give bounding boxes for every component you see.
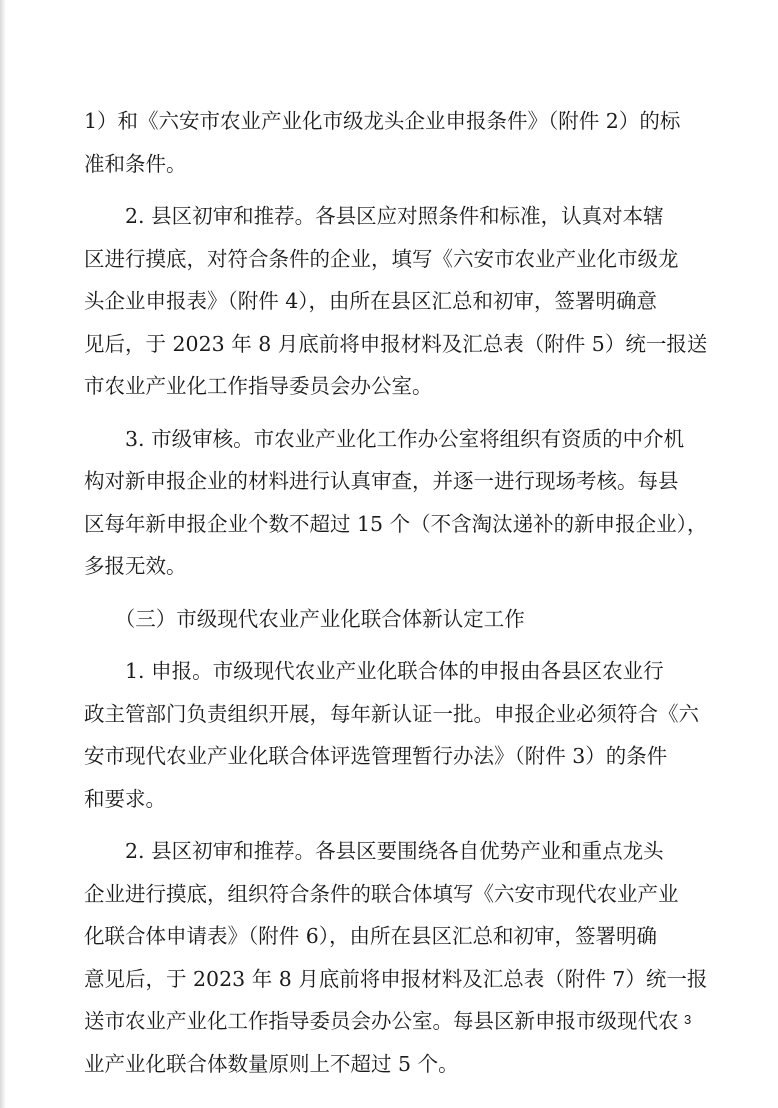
text-line: 送市农业产业化工作指导委员会办公室。每县区新申报市级现代农 [84, 1009, 679, 1033]
section-heading-text: （三）市级现代农业产业化联合体新认定工作 [84, 606, 525, 631]
text-line: 准和条件。 [84, 151, 187, 176]
text-line: 业产业化联合体数量原则上不超过 5 个。 [84, 1051, 459, 1076]
text-line: 构对新申报企业的材料进行认真审查，并逐一进行现场考核。每县 [84, 469, 679, 493]
text-line: 化联合体申请表》（附件 6），由所在县区汇总和初审，签署明确 [84, 924, 658, 948]
text-line: 区进行摸底，对符合条件的企业，填写《六安市农业产业化市级龙 [84, 246, 679, 271]
document-body [84, 100, 708, 1085]
text-line: 意见后，于 2023 年 8 月底前将申报材料及汇总表（附件 7）统一报 [84, 966, 708, 991]
text-line: 市农业产业化工作指导委员会办公室。 [84, 374, 433, 398]
section-heading [84, 598, 696, 641]
text-line: 1. 申报。市级现代农业产业化联合体的申报由各县区农业行 [84, 659, 664, 683]
paragraph-5 [84, 830, 708, 1085]
text-line: 多报无效。 [84, 554, 187, 578]
paragraph-1 [84, 100, 696, 185]
text-line: 2. 县区初审和推荐。各县区应对照条件和标准，认真对本辖 [84, 204, 664, 228]
page-number: 3 [684, 1012, 692, 1027]
text-line: 政主管部门负责组织开展，每年新认证一批。申报企业必须符合《六 [84, 701, 699, 726]
paragraph-3 [84, 418, 708, 588]
text-line: 头企业申报表》（附件 4），由所在县区汇总和初审，签署明确意 [84, 289, 658, 313]
text-line: 1）和《六安市农业产业化市级龙头企业申报条件》（附件 2）的标 [84, 109, 681, 133]
text-line: 见后，于 2023 年 8 月底前将申报材料及汇总表（附件 5）统一报送 [84, 331, 708, 356]
text-line: 3. 市级审核。市农业产业化工作办公室将组织有资质的中介机 [84, 426, 685, 451]
scan-edge-shadow [0, 0, 6, 1108]
paragraph-4 [84, 650, 699, 820]
text-line: 企业进行摸底，组织符合条件的联合体填写《六安市现代农业产业 [84, 881, 679, 906]
paragraph-2 [84, 195, 708, 408]
text-line: 2. 县区初审和推荐。各县区要围绕各自优势产业和重点龙头 [84, 839, 664, 863]
text-line: 安市现代农业产业化联合体评选管理暂行办法》（附件 3）的条件 [84, 744, 668, 768]
text-line: 和要求。 [84, 786, 166, 811]
text-line: 区每年新申报企业个数不超过 15 个（不含淘汰递补的新申报企业）， [84, 511, 708, 536]
